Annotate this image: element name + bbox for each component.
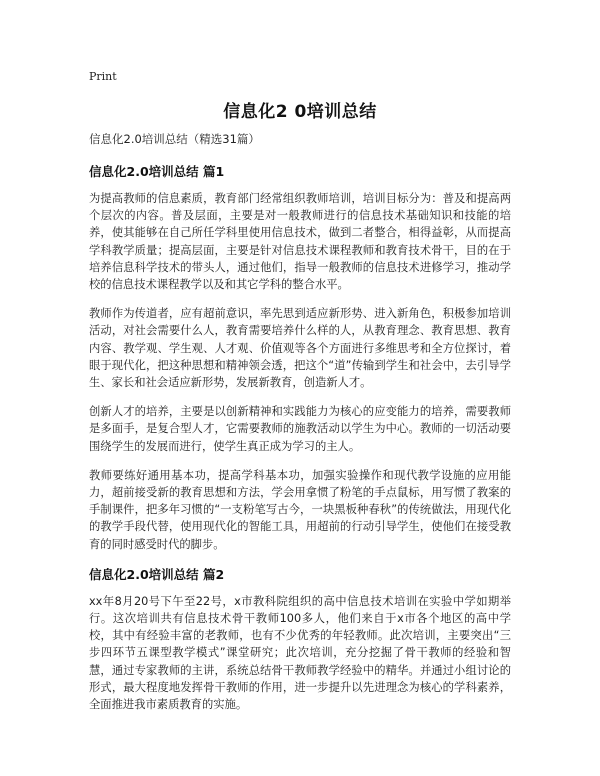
paragraph: 创新人才的培养，主要是以创新精神和实践能力为核心的应变能力的培养，需要教师是多面手，是复合型人才，它需要教师的施教活动以学生为中心。教师的一切活动要围绕学生的发展而进行，使学生真正成为学习的主人。	[89, 405, 511, 453]
section-heading-1: 信息化2.0培训总结 篇1	[89, 164, 225, 179]
paragraph: 教师作为传道者，应有超前意识，率先思到适应新形势、进入新角色，积极参加培训活动，对社会需要什么人，教育需要培养什么样的人，从教育理念、教育思想、教育内容、教学观、学生观、人才观、价值观等各个方面进行多维思考和全方位探讨，着眼于现代化，把这种思想和精神领会透，把这个“道”传输到学生和社会中，去引导学生、家长和社会适应新形势，发展新教育，创造新人才。	[89, 307, 511, 390]
document-subtitle: 信息化2.0培训总结（精选31篇）	[89, 132, 260, 146]
section-heading-2: 信息化2.0培训总结 篇2	[89, 566, 225, 582]
print-link[interactable]: Print	[89, 70, 117, 83]
paragraph: 教师要练好通用基本功，提高学科基本功，加强实验操作和现代教学设施的应用能力，超前接受新的教育思想和方法，学会用拿惯了粉笔的手点鼠标，用写惯了教案的手制课件，把多年习惯的“一支粉笔写古今，一块黑板种春秋”的传统做法，用现代化的教学手段代替，使用现代化的智能工具，用超前的行动引导学生，使他们在接受教育的同时感受时代的脚步。	[89, 468, 511, 551]
paragraph: xx年8月20号下午至22号，x市教科院组织的高中信息技术培训在实验中学如期举行。这次培训共有信息技术骨干教师100多人，他们来自于x市各个地区的高中学校，其中有经验丰富的老教师，也有不少优秀的年轻教师。此次培训，主要突出“三步四环节五课型教学模式”课堂研究；此次培训，充分挖掘了骨干教师的经验和智慧，通过专家教师的主讲，系统总结骨干教师教学经验中的精华。并通过小组讨论的形式，最大程度地发挥骨干教师的作用，进一步提升以先进理念为核心的学科素养，全面推进我市素质教育的实施。	[89, 594, 511, 712]
paragraph: 为提高教师的信息素质，教育部门经常组织教师培训，培训目标分为：普及和提高两个层次的内容。普及层面，主要是对一般教师进行的信息技术基础知识和技能的培养，使其能够在自己所任学科里使用信息技术，做到二者整合，相得益彰，从而提高学科教学质量；提高层面，主要是针对信息技术课程教师和教育技术骨干，目的在于培养信息科学技术的带头人，通过他们，指导一般教师的信息技术进修学习，推动学校的信息技术课程教学以及和其它学科的整合水平。	[89, 192, 511, 292]
document-body	[89, 162, 511, 725]
document-title: 信息化2 0培训总结	[223, 102, 377, 122]
